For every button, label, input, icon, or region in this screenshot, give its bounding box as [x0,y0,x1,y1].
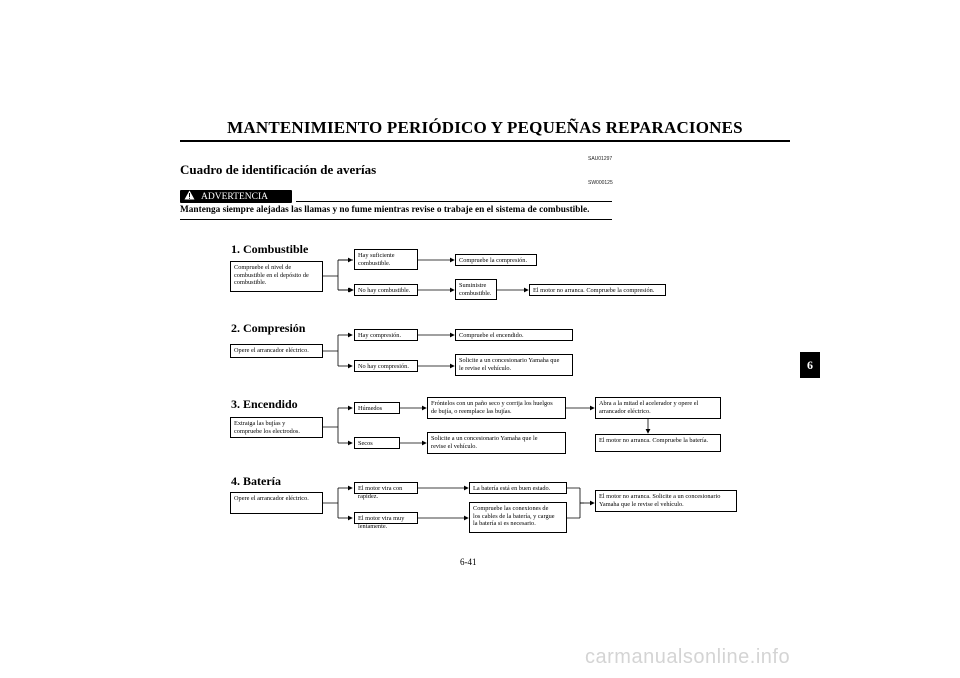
flow-box-final-a: Abra a la mitad el acelerador y opere el arrancador eléctrico. [595,397,721,419]
page-header-title: MANTENIMIENTO PERIÓDICO Y PEQUEÑAS REPARACIONES [227,118,743,137]
flow-box-branch-b: Secos [354,437,400,449]
warning-text: Mantenga siempre alejadas las llamas y no fume mientras revise o trabaje en el sistema de combustible. [180,205,590,215]
flow-box-final-b: El motor no arranca. Compruebe la compresión. [529,284,666,296]
warning-code: SW000125 [588,180,613,186]
flow-box-result-b: Solicite a un concesionario Yamaha que le revise el vehículo. [455,354,573,376]
flow-box-final-a2: El motor no arranca. Compruebe la batería. [595,434,721,452]
flow-box-result-a: Compruebe el encendido. [455,329,573,341]
warning-label: ADVERTENCIA [201,191,268,202]
flow-box-final: El motor no arranca. Solicite a un concesionario Yamaha que le revise el vehículo. [595,490,737,512]
flow-box-branch-a: Húmedos [354,402,400,414]
flow-box-start: Compruebe el nivel de combustible en el depósito de combustible. [230,261,323,292]
flow-box-result-a: Fróntelos con un paño seco y corrija los huelgos de bujía, o reemplace las bujías. [427,397,566,419]
group-heading-compresion: 2. Compresión [231,321,306,335]
watermark: carmanualsonline.info [585,646,791,668]
flow-box-result-b: Compruebe las conexiones de los cables de la batería, y cargue la batería si es necesario. [469,502,567,533]
section-code: SAU01297 [588,156,613,162]
flow-box-branch-a: Hay compresión. [354,329,418,341]
section-title: Cuadro de identificación de averías [180,162,377,177]
group-heading-bateria: 4. Batería [231,474,281,488]
group-heading-encendido: 3. Encendido [231,397,298,411]
flow-box-start: Opere el arrancador eléctrico. [230,492,323,514]
flow-box-branch-a: El motor vira con rapidez. [354,482,418,494]
flow-box-start: Extraiga las bujías y compruebe los electrodos. [230,417,323,438]
flow-box-branch-b: El motor vira muy lentamente. [354,512,418,524]
flow-box-result-b: Suministre combustible. [455,279,497,300]
flow-box-branch-b: No hay combustible. [354,284,418,296]
group-heading-combustible: 1. Combustible [231,242,309,256]
flow-box-branch-b: No hay compresión. [354,360,418,372]
flow-box-result-a: Compruebe la compresión. [455,254,537,266]
flow-box-result-a: La batería está en buen estado. [469,482,567,494]
flow-box-result-b: Solicite a un concesionario Yamaha que le revise el vehículo. [427,432,566,454]
flow-box-branch-a: Hay suficiente combustible. [354,249,418,270]
chapter-tab: 6 [800,352,820,378]
page-number: 6-41 [460,557,477,567]
flow-box-start: Opere el arrancador eléctrico. [230,344,323,358]
